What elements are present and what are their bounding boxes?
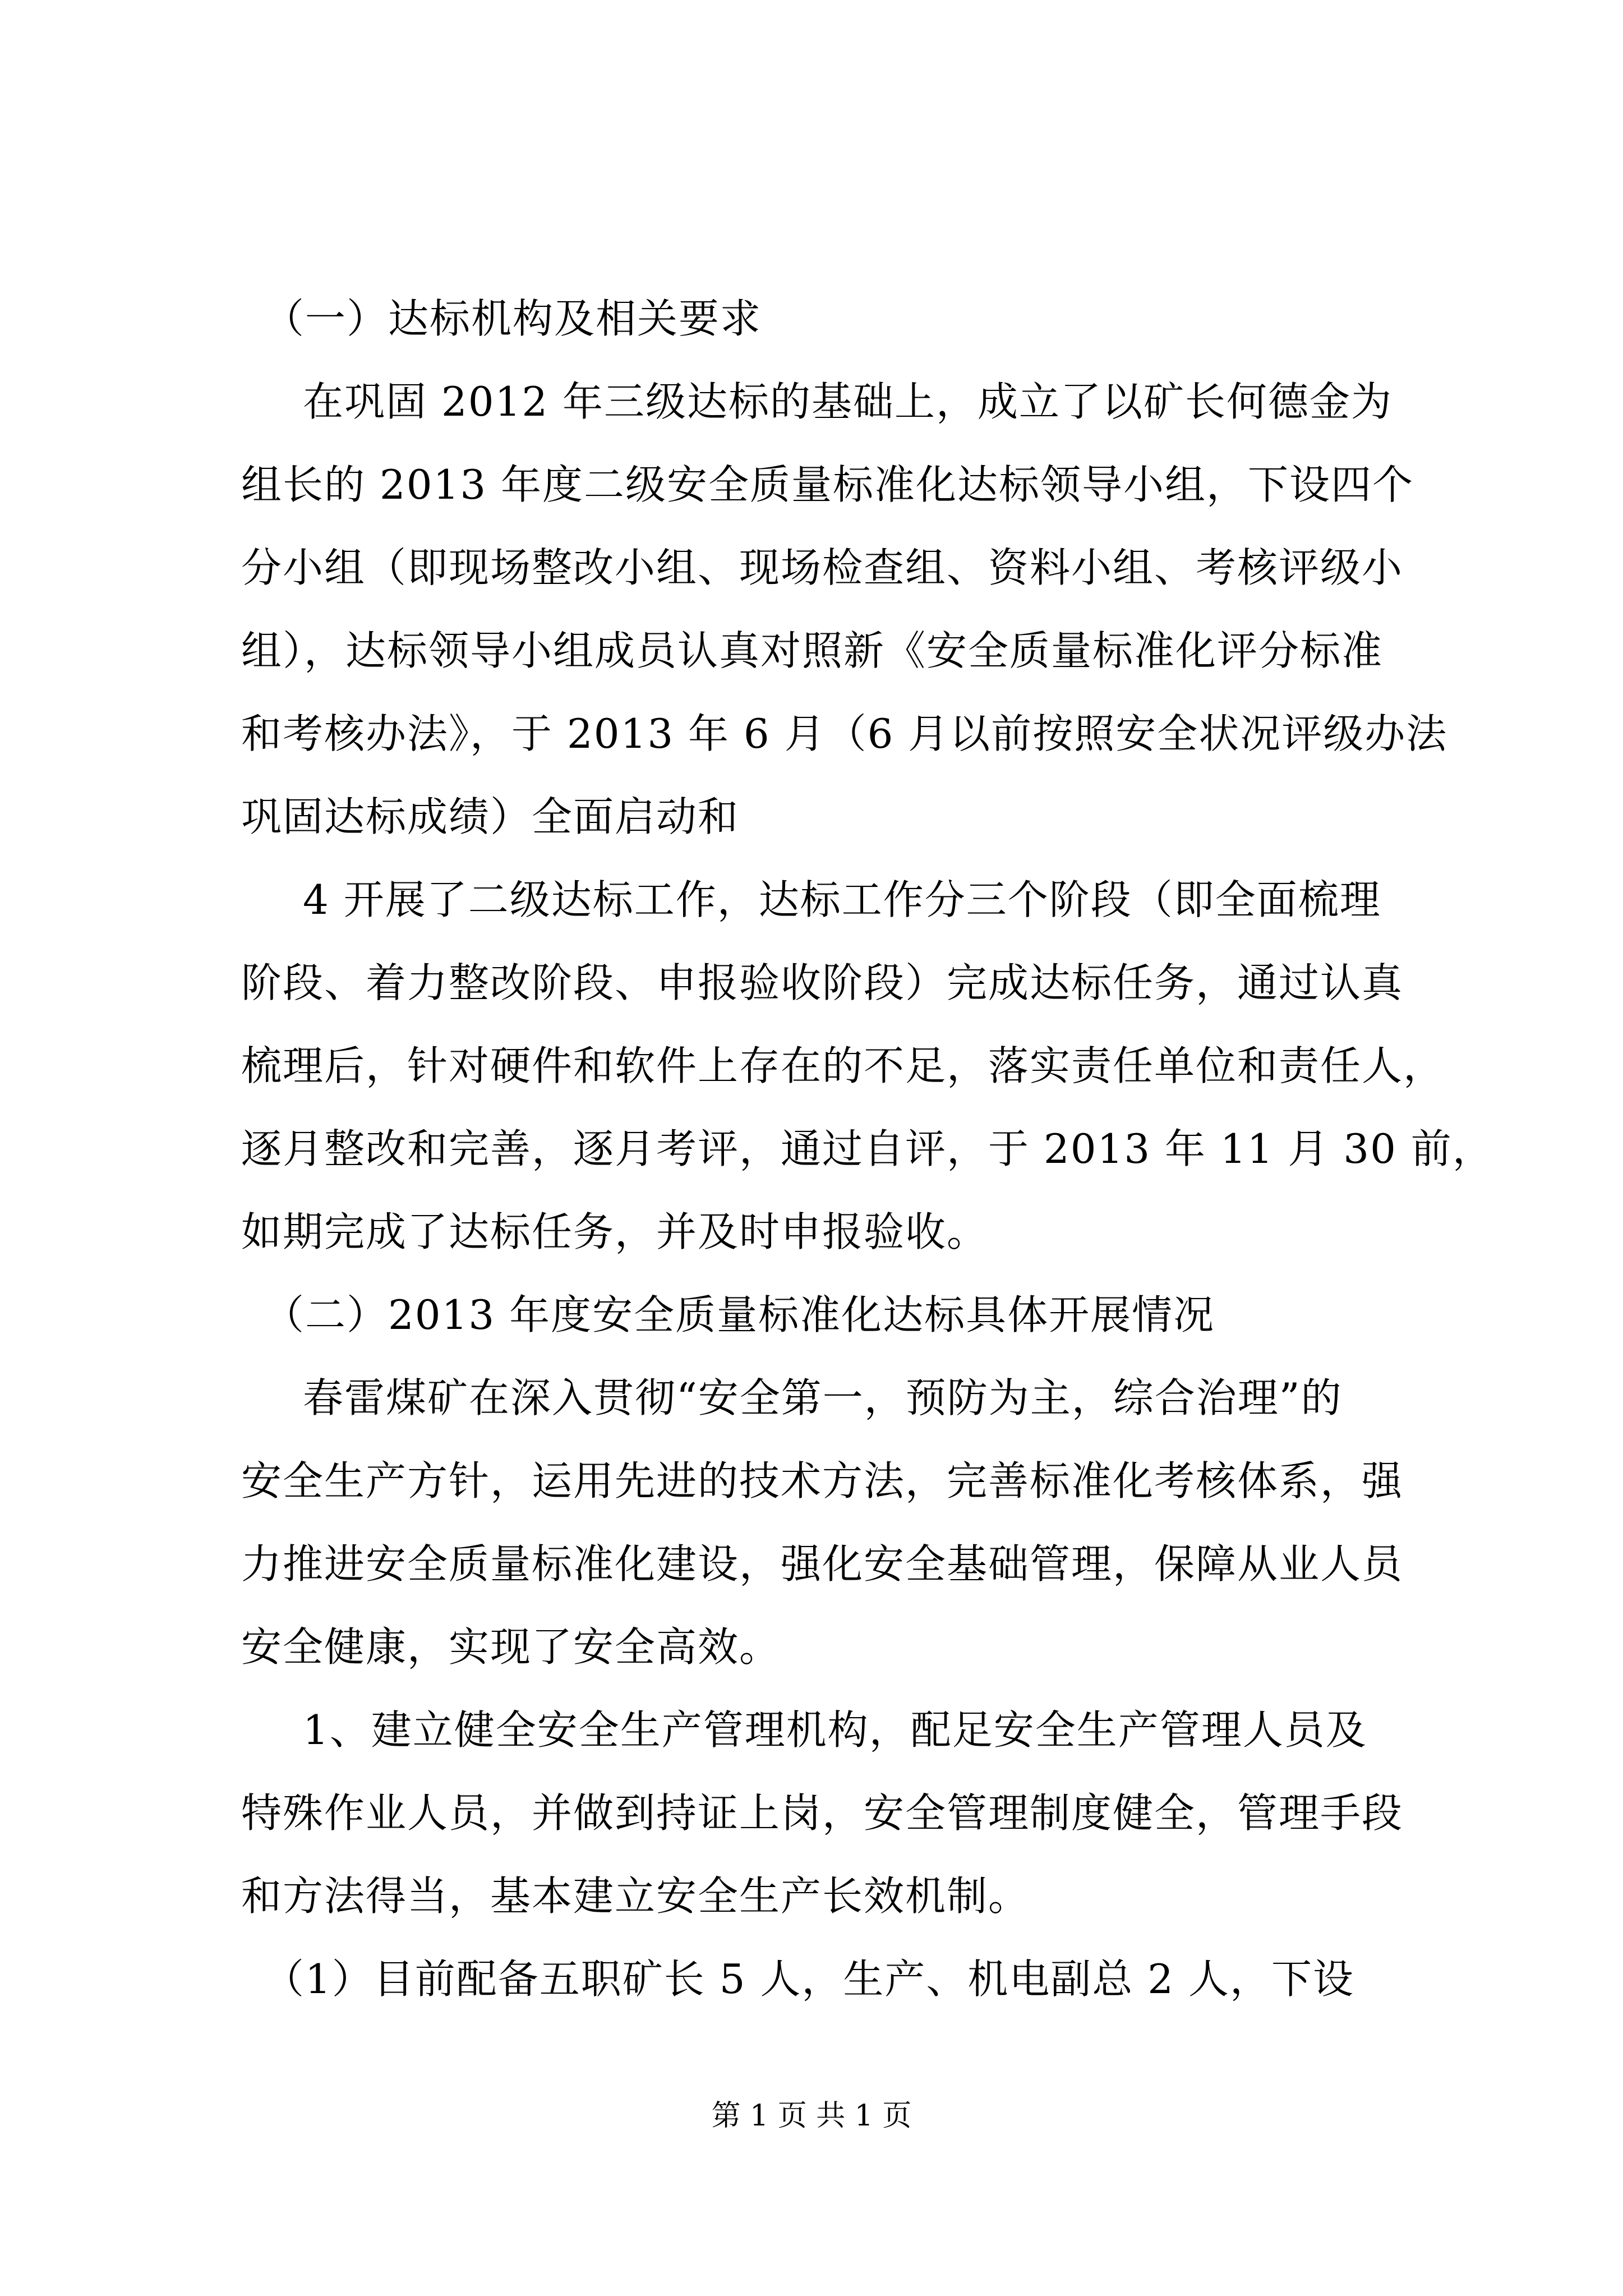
paragraph-line: 力推进安全质量标准化建设，强化安全基础管理，保障从业人员 bbox=[241, 1540, 1404, 1588]
paragraph-line: 春雷煤矿在深入贯彻“安全第一，预防为主，综合治理”的 bbox=[303, 1374, 1343, 1421]
paragraph-line: 特殊作业人员，并做到持证上岗，安全管理制度健全，管理手段 bbox=[241, 1789, 1404, 1837]
paragraph-line: 阶段、着力整改阶段、申报验收阶段）完成达标任务，通过认真 bbox=[241, 959, 1404, 1006]
paragraph-line: 组长的 2013 年度二级安全质量标准化达标领导小组，下设四个 bbox=[241, 461, 1414, 508]
section-heading-1: （一）达标机构及相关要求 bbox=[264, 295, 762, 342]
paragraph-line: 1、建立健全安全生产管理机构，配足安全生产管理人员及 bbox=[303, 1706, 1367, 1754]
paragraph-line: 梳理后，针对硬件和软件上存在的不足，落实责任单位和责任人， bbox=[241, 1042, 1445, 1089]
paragraph-line: 和考核办法》，于 2013 年 6 月（6 月以前按照安全状况评级办法 bbox=[241, 710, 1448, 757]
paragraph-line: 巩固达标成绩）全面启动和 bbox=[241, 793, 740, 840]
paragraph-line: 组），达标领导小组成员认真对照新《安全质量标准化评分标准 bbox=[241, 627, 1384, 674]
paragraph-line: 分小组（即现场整改小组、现场检查组、资料小组、考核评级小 bbox=[241, 544, 1404, 591]
paragraph-line: 安全健康，实现了安全高效。 bbox=[241, 1623, 781, 1671]
section-heading-2: （二）2013 年度安全质量标准化达标具体开展情况 bbox=[264, 1291, 1215, 1338]
paragraph-line: 逐月整改和完善，逐月考评，通过自评，于 2013 年 11 月 30 前， bbox=[241, 1125, 1494, 1172]
paragraph-line: 在巩固 2012 年三级达标的基础上，成立了以矿长何德金为 bbox=[303, 378, 1393, 425]
paragraph-line: 如期完成了达标任务，并及时申报验收。 bbox=[241, 1208, 989, 1255]
paragraph-line: 安全生产方针，运用先进的技术方法，完善标准化考核体系，强 bbox=[241, 1457, 1404, 1504]
paragraph-line: 和方法得当，基本建立安全生产长效机制。 bbox=[241, 1872, 1030, 1920]
paragraph-line: （1）目前配备五职矿长 5 人，生产、机电副总 2 人，下设 bbox=[264, 1955, 1354, 2003]
paragraph-line: 4 开展了二级达标工作，达标工作分三个阶段（即全面梳理 bbox=[303, 876, 1381, 923]
page-footer: 第 1 页 共 1 页 bbox=[711, 2099, 912, 2133]
